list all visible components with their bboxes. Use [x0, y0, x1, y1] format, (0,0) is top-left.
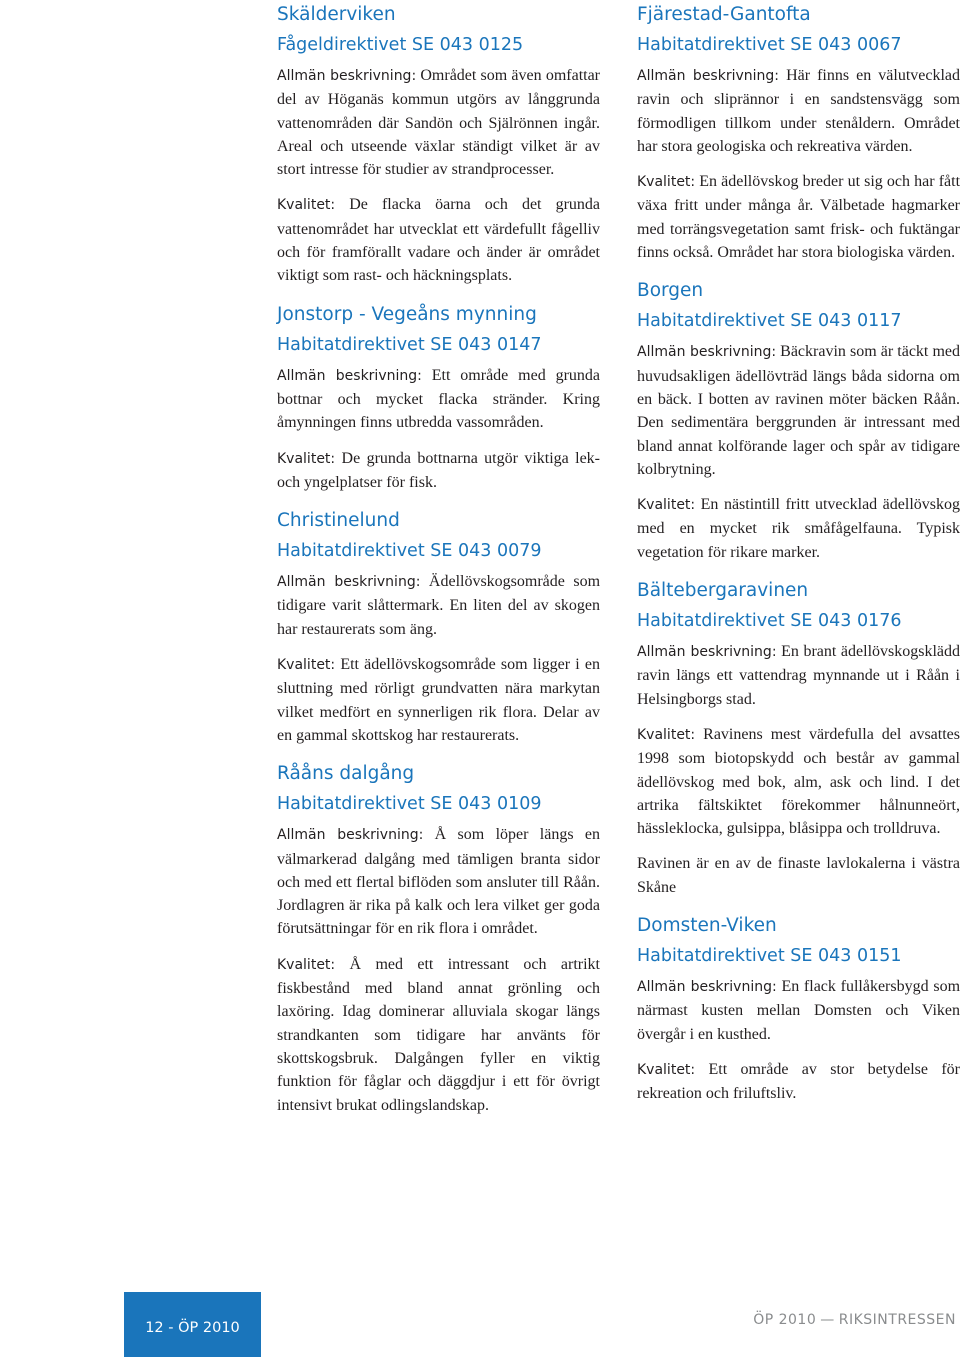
general-description	[277, 64, 600, 181]
footer-section: RIKSINTRESSEN	[838, 1312, 956, 1328]
area-title: Skälderviken	[277, 4, 396, 25]
right-column	[637, 0, 960, 1118]
paragraph-label: Kvalitet:	[637, 174, 696, 191]
paragraph-text: Ett område av stor betydelse för rekreation och friluftsliv.	[637, 1060, 960, 1103]
paragraph-label: Allmän beskrivning:	[637, 979, 777, 996]
extra-note	[637, 852, 960, 899]
paragraph-label: Allmän beskrivning:	[277, 367, 422, 384]
quality-description	[637, 1058, 960, 1106]
general-description	[277, 823, 600, 940]
area-entry-jonstorp	[277, 300, 600, 494]
area-directive: Fågeldirektivet SE 043 0125	[277, 35, 524, 55]
area-entry-raans-dalgang	[277, 759, 600, 1117]
paragraph-label: Kvalitet:	[637, 1061, 696, 1078]
paragraph-text: Ravinens mest värdefulla del avsattes 1998 som biotopskydd och består av gammal ädellövskog med bok, alm, ask och lind. I det artrika fältskiktet förekommer hålnunneört, hässleklocka, gulsippa, blåsippa och trolldruva.	[637, 725, 960, 838]
paragraph-text: Här finns en välutvecklad ravin och sliprännor i en sandstensvägg som förmodligen tillkom under stenåldern. Området har stora geologiska och rekreativa värden.	[637, 67, 960, 155]
area-title: Domsten-Viken	[637, 915, 777, 937]
general-description	[637, 640, 960, 711]
paragraph-text: Området som även omfattar del av Höganäs kommun utgörs av långgrunda vattenområden där Sandön och Själrönnen ingår. Areal och utseende växlar ständigt vilket är av stort intresse för studier av strandprocesser.	[277, 67, 601, 179]
paragraph-text: De grunda bottnarna utgör viktiga lek- och yngelplatser för fisk.	[277, 449, 601, 491]
quality-description	[277, 193, 600, 287]
quality-description	[637, 723, 960, 840]
paragraph-label: Allmän beskrivning:	[277, 827, 424, 844]
footer-publication: ÖP 2010	[753, 1312, 817, 1328]
area-directive: Habitatdirektivet SE 043 0147	[277, 334, 542, 355]
running-footer	[753, 1312, 956, 1328]
footer-dash: —	[820, 1312, 835, 1328]
paragraph-label: Allmän beskrivning:	[277, 68, 417, 84]
area-title: Jonstorp - Vegeåns mynning	[277, 303, 537, 325]
paragraph-text: Å med ett intressant och artrikt fiskbestånd med bland annat grönling och laxöring. Idag dominerar alluviala skogar längs strandkanten som tidigare har använts för skottskogsbruk. Dalgången fyller en viktig funktion för fåglar och däggdjur i ett för övrigt intensivt brukat odlingslandskap.	[277, 955, 600, 1114]
area-entry-borgen	[637, 276, 960, 564]
area-entry-baltebergaravinen	[637, 576, 960, 899]
area-directive: Habitatdirektivet SE 043 0067	[637, 35, 902, 55]
paragraph-text: Ett ädellövskogsområde som ligger i en sluttning med rörligt grundvatten nära markytan vilket medfört en synnerligen rik flora. Delar av en gammal skottskog har restaurerats.	[277, 656, 600, 744]
quality-description	[637, 170, 960, 264]
left-column	[277, 0, 600, 1129]
quality-description	[277, 447, 600, 495]
paragraph-text: De flacka öarna och det grunda vattenområdet har utvecklat ett värdefullt fågelliv och för framförallt vadare och änder är området viktigt som rast- och häckningsplats.	[277, 196, 601, 285]
paragraph-label: Allmän beskrivning:	[637, 344, 777, 361]
area-entry-skalderviken	[277, 0, 600, 288]
paragraph-text: En flack fullåkersbygd som närmast kusten mellan Domsten och Viken övergår i en kusthed.	[637, 978, 960, 1043]
paragraph-text: Ett område med grunda bottnar och mycket flacka stränder. Kring åmynningen finns utbredda vassområden.	[277, 366, 601, 432]
paragraph-label: Kvalitet:	[277, 450, 336, 467]
general-description	[637, 340, 960, 481]
paragraph-text: Bäckravin som är täckt med huvudsakligen ädellövträd längs båda sidorna om en bäck. I botten av ravinen möter bäcken Råån. Den sedimentära berggrunden är intressant med bland annat kolförande lager och spår av tidigare kolbrytning.	[637, 343, 960, 478]
general-description	[637, 975, 960, 1046]
area-directive: Habitatdirektivet SE 043 0151	[637, 946, 902, 967]
area-title: Borgen	[637, 280, 704, 302]
paragraph-label: Kvalitet:	[637, 497, 696, 514]
area-title: Rååns dalgång	[277, 763, 415, 785]
area-directive: Habitatdirektivet SE 043 0109	[277, 794, 542, 815]
page-number-tab	[124, 1292, 261, 1357]
paragraph-label: Kvalitet:	[277, 197, 336, 214]
general-description	[277, 364, 600, 435]
area-entry-domsten-viken	[637, 911, 960, 1105]
area-directive: Habitatdirektivet SE 043 0176	[637, 611, 902, 632]
paragraph-label: Kvalitet:	[277, 657, 336, 674]
paragraph-label: Allmän beskrivning:	[277, 574, 421, 591]
paragraph-text: Ädellövskogsområde som tidigare varit slåttermark. En liten del av skogen har restaurerats som äng.	[277, 573, 601, 638]
area-entry-christinelund	[277, 506, 600, 747]
paragraph-text: En brant ädellövskogsklädd ravin längs ett vattendrag mynnande ut i Råån i Helsingborgs stad.	[637, 643, 960, 708]
paragraph-text: En ädellövskog breder ut sig och har fått växa fritt under många år. Välbetade hagmarker med torrängsvegetation samt frisk- och fuktängar finns också. Området har stora biologiska värden.	[637, 173, 960, 262]
paragraph-label: Allmän beskrivning:	[637, 68, 780, 84]
quality-description	[277, 653, 600, 747]
general-description	[277, 570, 600, 641]
area-directive: Habitatdirektivet SE 043 0117	[637, 311, 902, 332]
quality-description	[277, 953, 600, 1117]
paragraph-text: Å som löper längs en välmarkerad dalgång med tämligen branta sidor och med ett flertal biflöden som ansluter till Råån. Jordlagren är rika på kalk och lera vilket ger goda förutsättningar för en rik flora i området.	[277, 826, 600, 938]
paragraph-label: Kvalitet:	[637, 726, 696, 743]
area-entry-fjarestad-gantofta	[637, 0, 960, 264]
area-title: Fjärestad-Gantofta	[637, 4, 811, 25]
area-title: Bältebergaravinen	[637, 580, 809, 602]
paragraph-text: Ravinen är en av de finaste lavlokalerna i västra Skåne	[637, 855, 960, 896]
paragraph-label: Allmän beskrivning:	[637, 644, 777, 661]
area-directive: Habitatdirektivet SE 043 0079	[277, 541, 542, 562]
quality-description	[637, 493, 960, 564]
paragraph-label: Kvalitet:	[277, 956, 336, 973]
paragraph-text: En nästintill fritt utvecklad ädellövskog med en mycket rik småfågelfauna. Typisk vegetation för rikare marker.	[637, 496, 960, 561]
general-description	[637, 64, 960, 158]
area-title: Christinelund	[277, 510, 400, 532]
page-number: 12 - ÖP 2010	[145, 1320, 240, 1336]
